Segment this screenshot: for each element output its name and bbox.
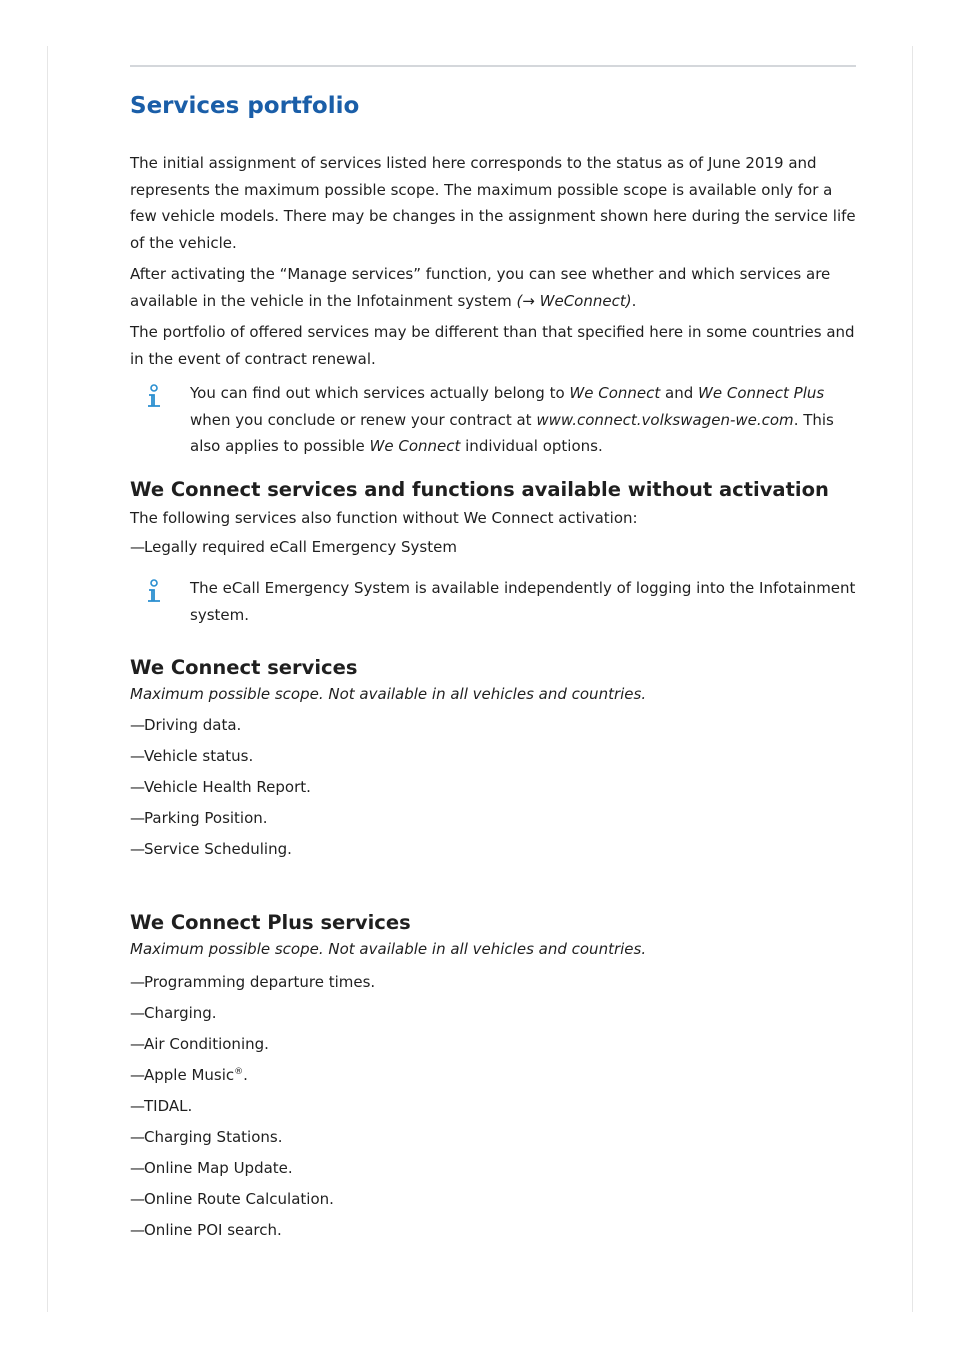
list-dash: — bbox=[130, 538, 144, 556]
note-we-connect-plus: We Connect Plus bbox=[698, 384, 825, 402]
list-item bbox=[130, 803, 856, 834]
list-dash: — bbox=[130, 809, 144, 827]
list-item bbox=[130, 710, 856, 741]
info-icon bbox=[144, 384, 164, 410]
list-item-text: Online Map Update. bbox=[144, 1159, 293, 1177]
list-dash: — bbox=[130, 973, 144, 991]
list-item-text: Charging. bbox=[144, 1004, 217, 1022]
list-item bbox=[130, 998, 856, 1029]
weconnect-reference-link[interactable]: (→ WeConnect) bbox=[516, 291, 632, 310]
list-item-text: Apple Music bbox=[144, 1066, 235, 1084]
info-icon bbox=[144, 579, 164, 605]
list-dash: — bbox=[130, 1035, 144, 1053]
list-dash: — bbox=[130, 1097, 144, 1115]
info-note-ecall bbox=[130, 575, 856, 628]
section-no-activation-text: The following services also function without We Connect activation: bbox=[130, 508, 638, 527]
we-connect-services-list bbox=[130, 710, 856, 865]
list-item bbox=[130, 741, 856, 772]
list-item-text: Vehicle Health Report. bbox=[144, 778, 311, 796]
list-item bbox=[130, 532, 856, 563]
contract-website-link[interactable]: www.connect.volkswagen-we.com bbox=[536, 410, 794, 429]
list-item-end: . bbox=[243, 1066, 248, 1084]
list-dash: — bbox=[130, 1221, 144, 1239]
info-note-contract bbox=[130, 380, 856, 460]
list-item-text: Driving data. bbox=[144, 716, 242, 734]
list-dash: — bbox=[130, 1159, 144, 1177]
page-margin-right bbox=[912, 46, 913, 1312]
note-text-5: individual options. bbox=[460, 437, 603, 455]
note-we-connect: We Connect bbox=[569, 384, 661, 402]
list-item-text: Programming departure times. bbox=[144, 973, 376, 991]
we-connect-subtitle: Maximum possible scope. Not available in all vehicles and countries. bbox=[130, 685, 647, 703]
note-text-1: You can find out which services actually belong to bbox=[190, 384, 570, 402]
registered-mark: ® bbox=[234, 1067, 244, 1077]
we-connect-plus-services-list bbox=[130, 967, 856, 1246]
no-activation-list bbox=[130, 532, 856, 563]
list-item bbox=[130, 1215, 856, 1246]
list-item-text: Online Route Calculation. bbox=[144, 1190, 334, 1208]
intro-paragraph-2-text: After activating the “Manage services” function, you can see whether and which services are available in the vehicle in the Infotainment system bbox=[130, 265, 831, 310]
list-dash: — bbox=[130, 1004, 144, 1022]
we-connect-plus-subtitle: Maximum possible scope. Not available in all vehicles and countries. bbox=[130, 940, 647, 958]
section-heading-no-activation: We Connect services and functions available without activation bbox=[130, 477, 829, 501]
intro-paragraph-2-end: . bbox=[631, 291, 637, 310]
list-dash: — bbox=[130, 716, 144, 734]
list-item-text: Vehicle status. bbox=[144, 747, 254, 765]
list-item bbox=[130, 1184, 856, 1215]
list-item bbox=[130, 834, 856, 865]
page-content bbox=[130, 88, 856, 1246]
note-we-connect-2: We Connect bbox=[369, 437, 461, 455]
intro-paragraph-1: The initial assignment of services listed here corresponds to the status as of June 2019 and represents the maximum possible scope. The maximum possible scope is available only for a few vehicle models. There may be changes in the assignment shown here during the service life of the vehicle. bbox=[130, 154, 856, 252]
list-item-text: Online POI search. bbox=[144, 1221, 282, 1239]
section-heading-we-connect: We Connect services bbox=[130, 656, 358, 679]
list-item bbox=[130, 1091, 856, 1122]
info-note-ecall-text: The eCall Emergency System is available independently of logging into the Infotainment system. bbox=[190, 579, 856, 624]
list-item-text: Legally required eCall Emergency System bbox=[144, 538, 457, 556]
note-text-4: . This also applies to possible bbox=[190, 410, 834, 455]
top-rule bbox=[130, 65, 856, 67]
page-title: Services portfolio bbox=[130, 93, 360, 119]
list-dash: — bbox=[130, 1190, 144, 1208]
list-item-text: Service Scheduling. bbox=[144, 840, 292, 858]
list-dash: — bbox=[130, 778, 144, 796]
list-item bbox=[130, 1060, 856, 1091]
list-item-text: TIDAL. bbox=[144, 1097, 193, 1115]
list-item bbox=[130, 967, 856, 998]
list-item bbox=[130, 772, 856, 803]
info-note-contract-text bbox=[190, 380, 856, 460]
list-item-text: Parking Position. bbox=[144, 809, 268, 827]
list-dash: — bbox=[130, 840, 144, 858]
list-item bbox=[130, 1153, 856, 1184]
note-text-3: when you conclude or renew your contract at bbox=[190, 410, 537, 429]
list-dash: — bbox=[130, 747, 144, 765]
intro-paragraph-2 bbox=[130, 261, 856, 314]
page-margin-left bbox=[47, 46, 48, 1312]
note-text-2: and bbox=[660, 384, 699, 402]
intro-paragraph-3: The portfolio of offered services may be different than that specified here in some countries and in the event of contract renewal. bbox=[130, 323, 855, 368]
list-dash: — bbox=[130, 1066, 144, 1084]
list-item bbox=[130, 1122, 856, 1153]
section-heading-we-connect-plus: We Connect Plus services bbox=[130, 911, 411, 934]
list-item-text: Charging Stations. bbox=[144, 1128, 283, 1146]
list-dash: — bbox=[130, 1128, 144, 1146]
list-item bbox=[130, 1029, 856, 1060]
list-item-text: Air Conditioning. bbox=[144, 1035, 269, 1053]
